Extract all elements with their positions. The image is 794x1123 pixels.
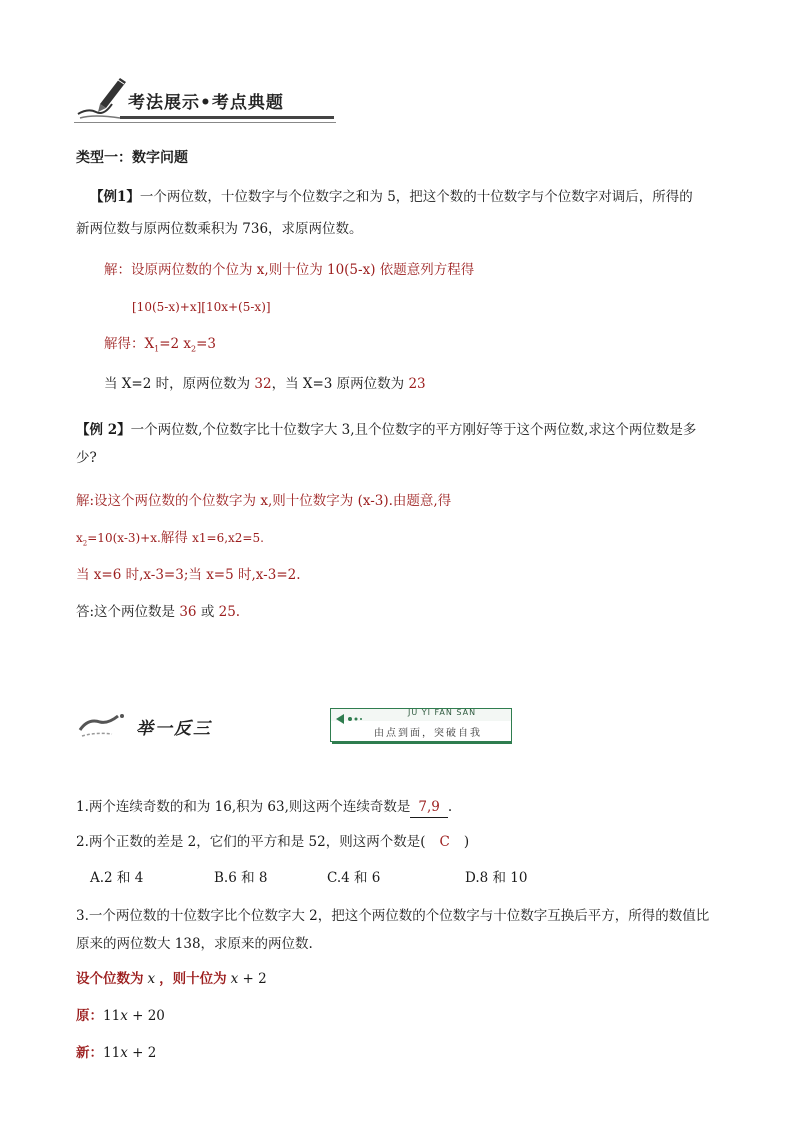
sol1-d: + 2 xyxy=(238,971,267,987)
exercise1-text: 1.两个连续奇数的和为 16,积为 63,则这两个连续奇数是 xyxy=(76,799,411,815)
example1-solution-line1: 解：设原两位数的个位为 x,则十位为 10(5-x) 依题意列方程得 xyxy=(104,262,475,278)
ex2-eq-d: x1=6,x2=5. xyxy=(192,531,264,545)
roots-mid: =2 x xyxy=(159,336,192,352)
banner-underline xyxy=(120,116,334,119)
example2-tag: 【例 2】 xyxy=(76,422,131,438)
root1-sub: 1 xyxy=(154,344,160,354)
exercise3-solution-line1 xyxy=(76,969,267,989)
banner2-title: 举一反三 xyxy=(136,719,212,739)
sol1-a: 设个位数为 xyxy=(76,971,144,987)
sol2-label: 原： xyxy=(76,1008,103,1024)
ex2-sol-e: .由题意,得 xyxy=(388,493,452,509)
ex2-l3-d: x-3=3 xyxy=(143,567,184,583)
ex2-eq-c: 解得 xyxy=(160,530,193,546)
example2-question-line1 xyxy=(76,420,696,440)
ex2-l3-b: x=6 xyxy=(93,567,122,583)
exercise2-option-d: D.8 和 10 xyxy=(465,870,528,886)
brush-stroke-icon xyxy=(78,708,138,744)
sol2-rest: + 20 xyxy=(127,1008,165,1024)
example1-tag: 【例1】 xyxy=(90,189,140,205)
ex2-sol-d: (x-3) xyxy=(357,493,389,509)
sol3-rest: + 2 xyxy=(127,1045,157,1061)
banner2-box-shadow xyxy=(332,741,512,744)
exercise2-option-c: C.4 和 6 xyxy=(327,870,381,886)
example2-answer xyxy=(76,602,240,622)
example2-q1-text: 一个两位数,个位数字比十位数字大 3,且个位数字的平方刚好等于这个两位数,求这个两位数是多 xyxy=(130,422,697,438)
ex2-sol-c: ,则十位数字为 xyxy=(267,493,358,509)
exercise2-option-b: B.6 和 8 xyxy=(214,870,268,886)
example2-solution-line2 xyxy=(76,528,264,553)
conclusion-part-a: 当 X=2 时，原两位数为 xyxy=(104,376,255,392)
exercise2-end: ) xyxy=(463,834,470,850)
sol1-c: x xyxy=(230,971,239,987)
section-banner-kaofa xyxy=(74,74,336,126)
sol3-label: 新： xyxy=(76,1045,103,1061)
ex2-sol-a: 解:设这个两位数的个位数字为 xyxy=(76,493,261,509)
exercise1-end: . xyxy=(447,799,453,815)
section-title: 类型一：数字问题 xyxy=(76,150,188,166)
exercise1 xyxy=(76,797,452,818)
example1-conclusion xyxy=(104,374,426,394)
sol1-b: ，则十位为 xyxy=(159,971,227,987)
sol1-x: x xyxy=(147,971,156,987)
example2-solution-line3 xyxy=(76,565,301,585)
ex2-l3-a: 当 xyxy=(76,567,94,583)
example1-question-line2: 新两位数与原两位数乘积为 736，求原两位数。 xyxy=(76,221,363,237)
exercise3-solution-line3 xyxy=(76,1043,156,1063)
sol2-val: 11 xyxy=(103,1008,121,1024)
ex2-sol-b: x xyxy=(260,493,268,509)
conclusion-part-c: ，当 X=3 原两位数为 xyxy=(271,376,409,392)
sol3-val: 11 xyxy=(103,1045,121,1061)
exercise3-solution-line2 xyxy=(76,1006,165,1026)
example2-question-line2: 少? xyxy=(76,450,97,466)
example1-q1-text: 一个两位数，十位数字与个位数字之和为 5，把这个数的十位数字与个位数字对调后，所得的 xyxy=(139,189,693,205)
ex2-l3-g: 时, xyxy=(233,567,256,583)
ex2-ans-a: 答:这个两位数是 xyxy=(76,604,180,620)
ex2-ans-c: 或 xyxy=(196,604,219,620)
ex2-l3-e: ;当 xyxy=(183,567,207,583)
ex2-ans-36: 36 xyxy=(179,604,197,620)
ex2-eq-b: =10(x-3)+x. xyxy=(87,531,161,545)
exercise2-option-a: A.2 和 4 xyxy=(90,870,144,886)
arrow-left-icon xyxy=(336,714,366,724)
exercise3-line1: 3.一个两位数的十位数字比个位数字大 2，把这个两位数的个位数字与十位数字互换后平方，所得的数值比 xyxy=(76,908,710,924)
exercise3-line2: 原来的两位数大 138，求原来的两位数. xyxy=(76,936,313,952)
exercise2-answer: C xyxy=(439,834,450,850)
banner-baseline xyxy=(74,122,336,123)
sol3-x: x xyxy=(120,1045,128,1061)
exercise1-answer-blank: 7,9 xyxy=(410,797,447,818)
example1-solution-roots xyxy=(104,334,216,360)
roots-prefix: 解得：X xyxy=(104,336,155,352)
sol2-x: x xyxy=(120,1008,128,1024)
ex2-l3-h: x-3=2. xyxy=(255,567,301,583)
banner-title: 考法展示•考点典题 xyxy=(128,93,284,113)
conclusion-value-32: 32 xyxy=(254,376,272,392)
banner2-subtitle: 由点到面，突破自我 xyxy=(374,728,482,739)
conclusion-value-23: 23 xyxy=(408,376,426,392)
banner2-pinyin: JU YI FAN SAN xyxy=(408,708,477,717)
root2-sub: 2 xyxy=(191,344,197,354)
ex2-l3-c: 时, xyxy=(121,567,144,583)
roots-suffix: =3 xyxy=(196,336,217,352)
ex2-eq-x: x xyxy=(76,531,83,545)
example2-solution-line1 xyxy=(76,491,451,511)
section-banner-juyifansan xyxy=(78,708,512,744)
example1-question-line1 xyxy=(90,187,693,207)
example1-equation: [10(5-x)+x][10x+(5-x)] xyxy=(132,300,271,314)
exercise2 xyxy=(76,832,469,852)
ex2-eq-sub: 2 xyxy=(82,539,88,548)
ex2-ans-25: 25. xyxy=(218,604,241,620)
ex2-l3-f: x=5 xyxy=(206,567,234,583)
exercise2-text: 2.两个正数的差是 2，它们的平方和是 52，则这两个数是( xyxy=(76,834,426,850)
